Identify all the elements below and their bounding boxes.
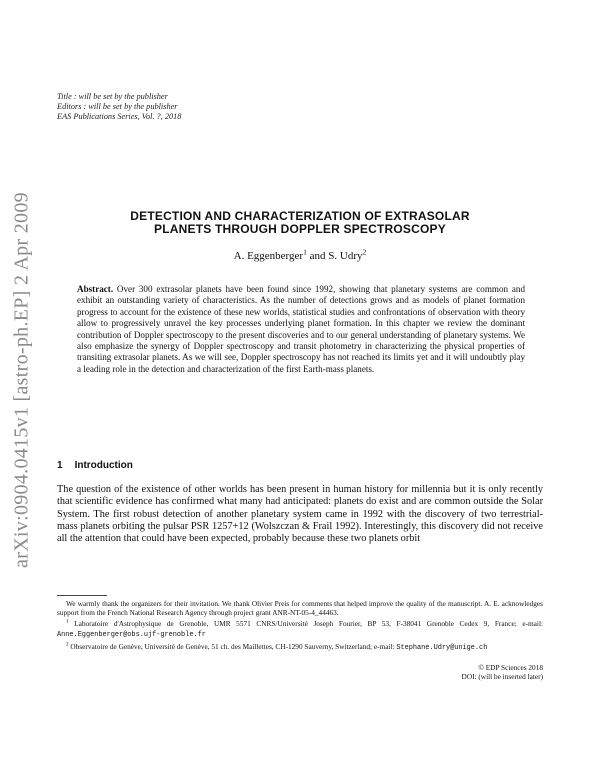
header-title-line: Title : will be set by the publisher: [57, 92, 168, 101]
author-connector: and: [306, 250, 329, 262]
footnote-1-text: Laboratoire d'Astrophysique de Grenoble, UMR 5571 CNRS/Université Joseph Fourier, BP 53, F-38041 Grenoble Cedex 9, France; e-mail:: [68, 619, 543, 629]
footnote-1-email: Anne.Eggenberger@obs.ujf-grenoble.fr: [57, 630, 206, 639]
footnotes: [57, 599, 543, 655]
footnote-2-mark: 2: [66, 641, 69, 648]
footnote-1: [57, 619, 543, 639]
doi-line: DOI: (will be inserted later): [461, 672, 543, 682]
abstract-text: Over 300 extrasolar planets have been found since 1992, showing that planetary systems are common and exhibit an outstanding variety of characteristics. As the number of detections grows and as models of planet formation progress to account for the existence of these new worlds, statistical studies and confrontations of observation with theory allow to progressively unravel the key processes underlying planet formation. In this chapter we review the dominant contribution of Doppler spectroscopy to the present discoveries and to our general understanding of planetary systems. We also emphasize the synergy of Doppler spectroscopy and transit photometry in characterizing the physical properties of transiting extrasolar planets. As we will see, Doppler spectroscopy has not reached its limits yet and it will undoubtly play a leading role in the detection and characterization of the first Earth-mass planets.: [77, 284, 525, 374]
author-2-affiliation-mark: 2: [362, 247, 367, 257]
abstract-label: Abstract.: [77, 284, 114, 294]
header-series-line: EAS Publications Series, Vol. ?, 2018: [57, 112, 182, 121]
author-1: A. Eggenberger: [233, 250, 304, 262]
footnote-2-text: Observatoire de Genève, Université de Genève, 51 ch. des Maillettes, CH-1290 Sauverny, Switzerland; e-mail:: [68, 641, 397, 651]
abstract: [77, 284, 525, 375]
footnote-1-mark: 1: [66, 618, 69, 625]
section-number: 1: [57, 460, 63, 471]
header-editors-line: Editors : will be set by the publisher: [57, 102, 178, 111]
authors: [0, 247, 600, 262]
publisher-info: [303, 663, 543, 681]
footnote-2: [57, 642, 543, 653]
publisher-header: [57, 92, 181, 122]
title-line-2: PLANETS THROUGH DOPPLER SPECTROSCOPY: [154, 222, 446, 236]
copyright-line: © EDP Sciences 2018: [478, 663, 543, 672]
section-title: Introduction: [74, 460, 133, 471]
title-line-1: DETECTION AND CHARACTERIZATION OF EXTRASOLAR: [130, 209, 470, 223]
acknowledgement-footnote: We warmly thank the organizers for their invitation. We thank Olivier Preis for comments that helped improve the quality of the manuscript. A. E. acknowledges support from the French National Research Agency through project grant ANR-NT-05-4_44463.: [57, 599, 543, 618]
author-1-affiliation-mark: 1: [303, 247, 307, 257]
paper-title: [40, 210, 560, 236]
footnote-2-email: Stephane.Udry@unige.ch: [396, 643, 488, 652]
arxiv-stamp-text: arXiv:0904.0415v1 [astro-ph.EP] 2 Apr 2009: [10, 192, 33, 568]
footnote-rule: [57, 595, 107, 596]
arxiv-stamp: [4, 180, 40, 580]
intro-paragraph: The question of the existence of other worlds has been present in human history for millennia but it is only recently that scientific evidence has confirmed what many had anticipated: planets do exist and are common outside the Solar System. The first robust detection of another planetary system came in 1992 with the discovery of two terrestrial-mass planets orbiting the pulsar PSR 1257+12 (Wolszczan & Frail 1992). Interestingly, this discovery did not receive all the attention that could have been expected, probably because these two planets orbit: [57, 484, 543, 545]
section-heading: [57, 460, 133, 471]
author-2: S. Udry: [328, 250, 363, 262]
